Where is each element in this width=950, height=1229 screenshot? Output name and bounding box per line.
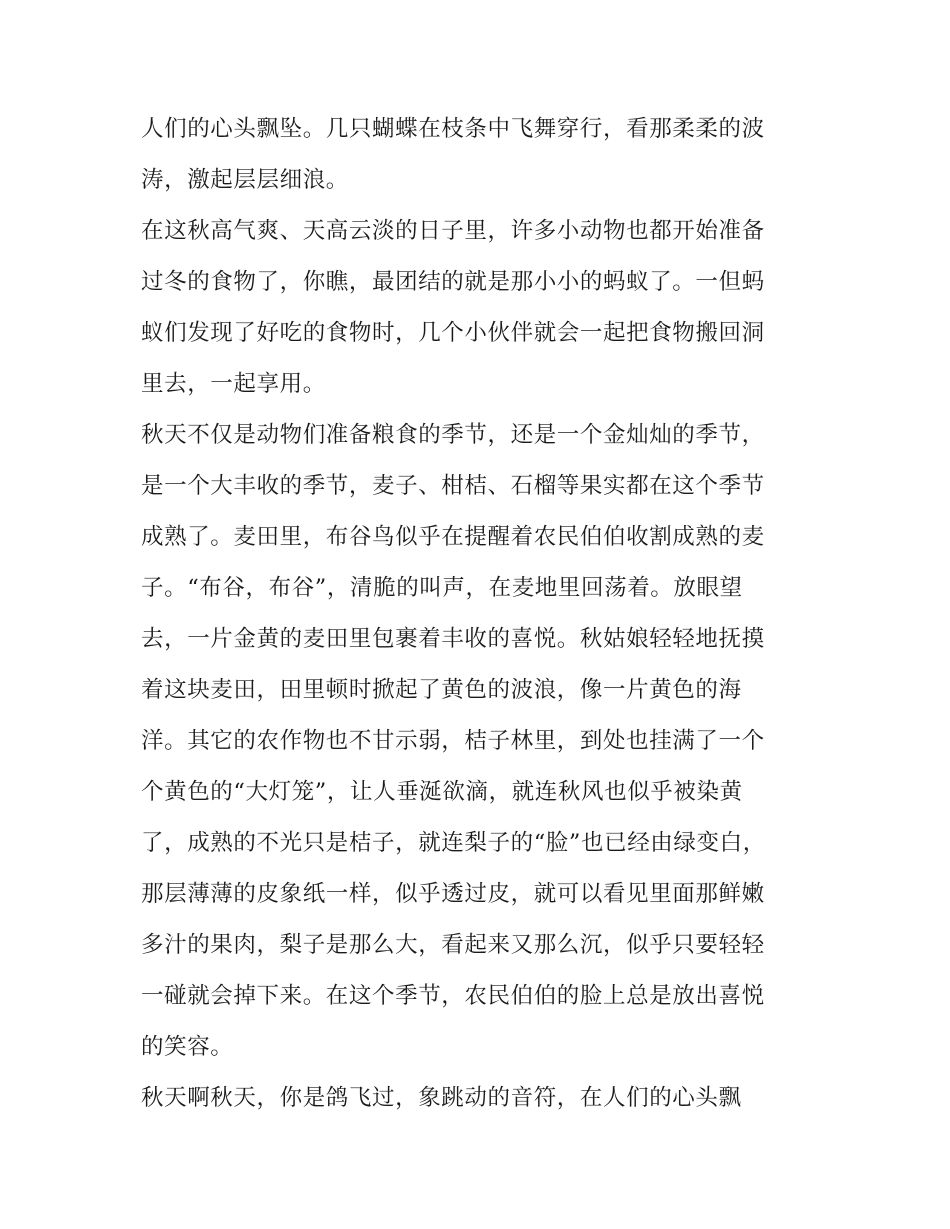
text-line: 秋天啊秋天，你是鸽飞过，象跳动的音符，在人们的心头飘 — [141, 1085, 742, 1111]
text-line: 蚁们发现了好吃的食物时，几个小伙伴就会一起把食物搬回洞 — [141, 320, 765, 346]
text-line: 在这秋高气爽、天高云淡的日子里，许多小动物也都开始准备 — [141, 218, 765, 244]
text-line: 那层薄薄的皮象纸一样，似乎透过皮，就可以看见里面那鲜嫩 — [141, 881, 765, 907]
text-line: 人们的心头飘坠。几只蝴蝶在枝条中飞舞穿行，看那柔柔的波 — [141, 116, 765, 142]
text-line: 成熟了。麦田里，布谷鸟似乎在提醒着农民伯伯收割成熟的麦 — [141, 524, 765, 550]
text-line: 个黄色的“大灯笼”，让人垂涎欲滴，就连秋风也似乎被染黄 — [141, 779, 743, 805]
text-line: 里去，一起享用。 — [141, 371, 326, 397]
text-line: 是一个大丰收的季节，麦子、柑桔、石榴等果实都在这个季节 — [141, 473, 765, 499]
text-line: 一碰就会掉下来。在这个季节，农民伯伯的脸上总是放出喜悦 — [141, 983, 765, 1009]
text-line: 洋。其它的农作物也不甘示弱，桔子林里，到处也挂满了一个 — [141, 728, 765, 754]
text-line: 着这块麦田，田里顿时掀起了黄色的波浪，像一片黄色的海 — [141, 677, 742, 703]
text-line: 多汁的果肉，梨子是那么大，看起来又那么沉，似乎只要轻轻 — [141, 932, 765, 958]
text-line: 去，一片金黄的麦田里包裹着丰收的喜悦。秋姑娘轻轻地抚摸 — [141, 626, 765, 652]
text-line: 过冬的食物了，你瞧，最团结的就是那小小的蚂蚁了。一但蚂 — [141, 269, 765, 295]
text-line: 涛，激起层层细浪。 — [141, 167, 349, 193]
text-line: 子。“布谷，布谷”，清脆的叫声，在麦地里回荡着。放眼望 — [141, 575, 743, 601]
text-line: 秋天不仅是动物们准备粮食的季节，还是一个金灿灿的季节， — [141, 422, 765, 448]
document-text-body — [141, 104, 813, 1124]
text-line: 的笑容。 — [141, 1034, 234, 1060]
text-line: 了，成熟的不光只是桔子，就连梨子的“脸”也已经由绿变白， — [141, 830, 766, 856]
